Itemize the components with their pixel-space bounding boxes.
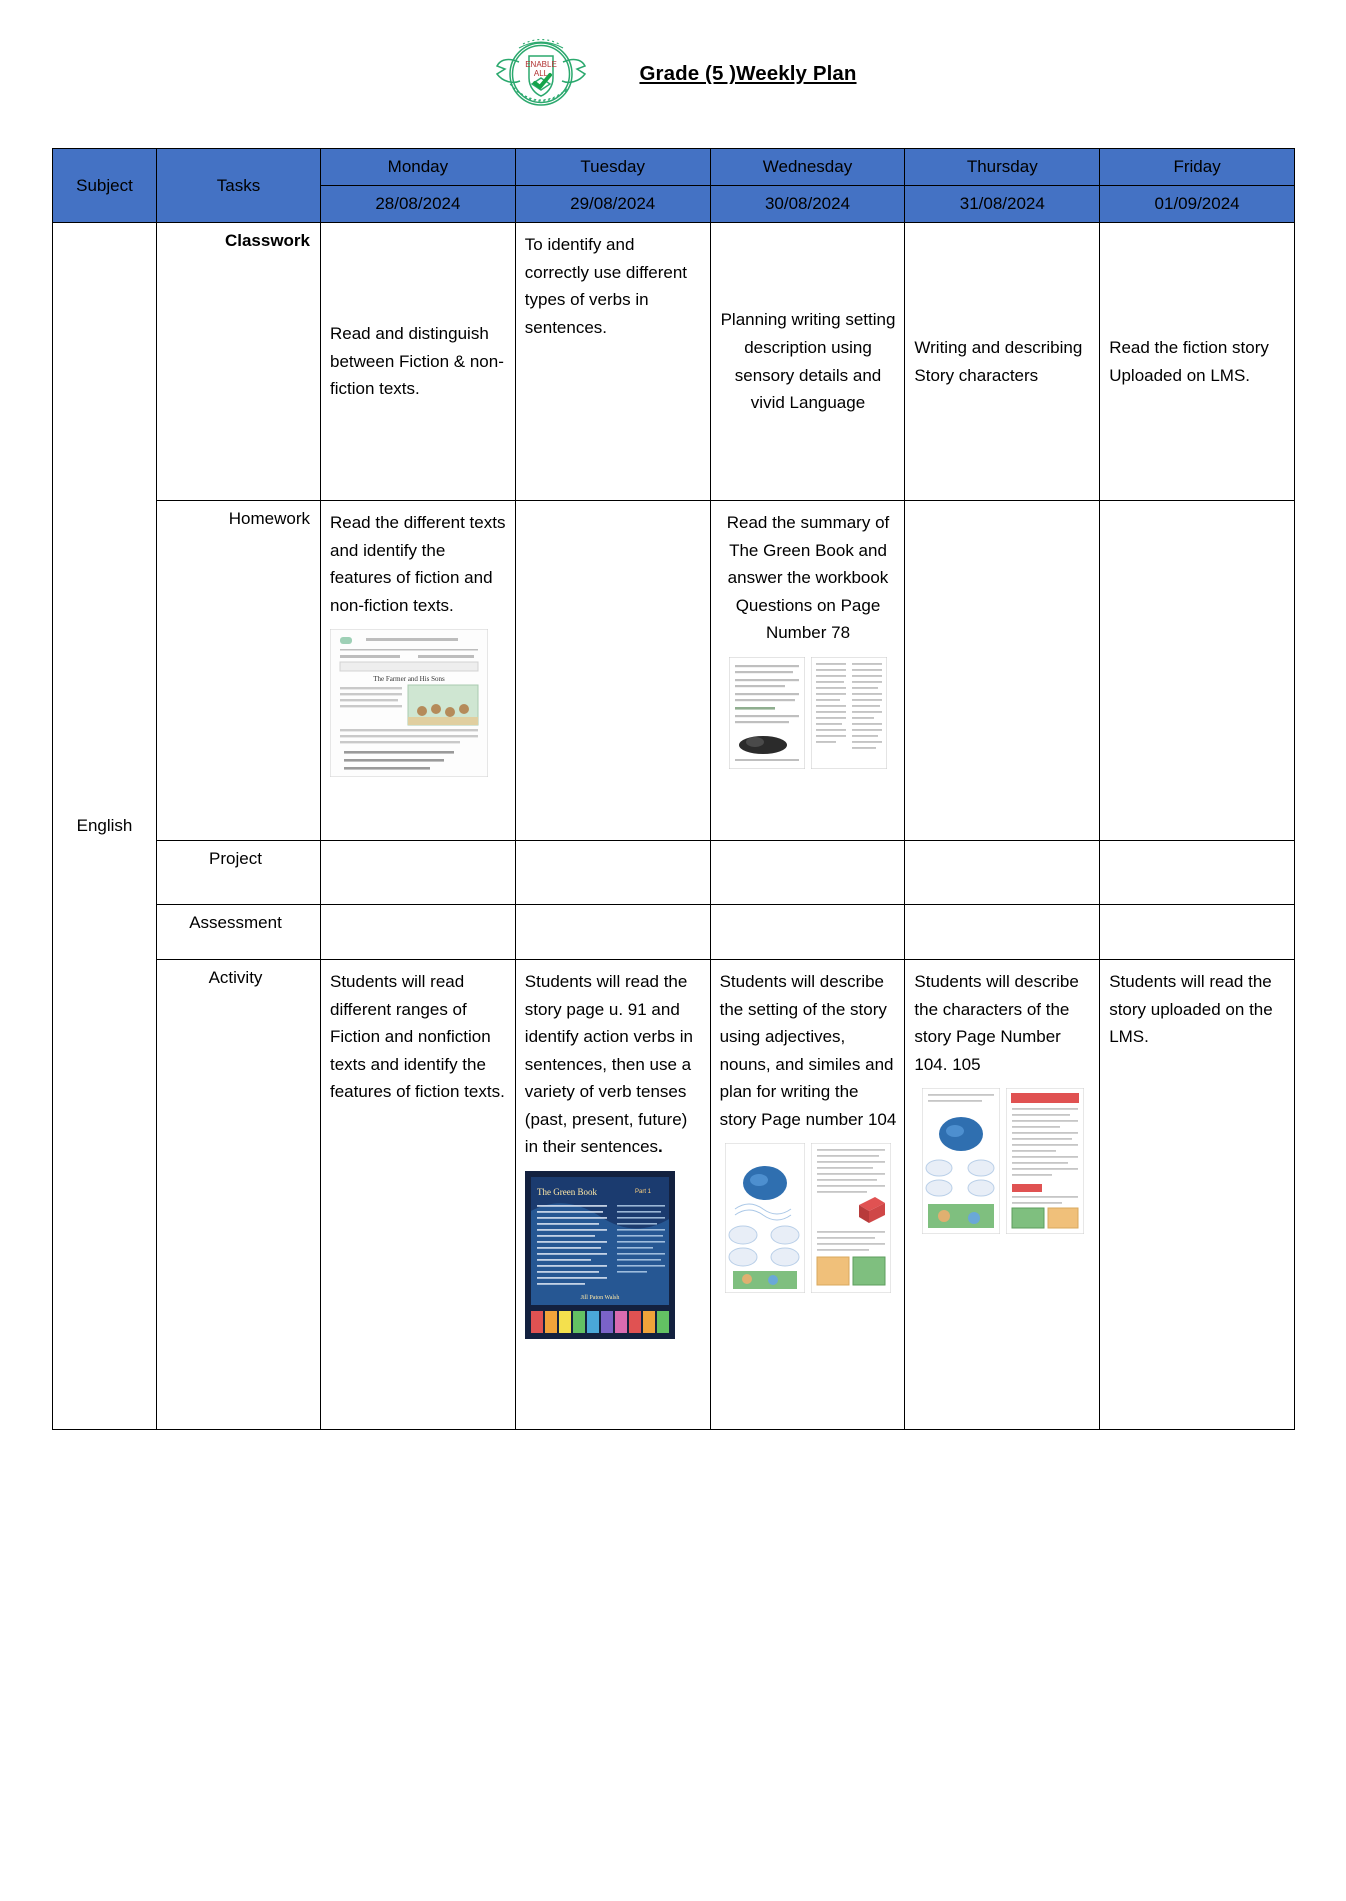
school-crest-logo bbox=[489, 26, 593, 122]
page-title: Grade (5 )Weekly Plan bbox=[639, 62, 857, 85]
cell-assessment-monday bbox=[321, 905, 516, 960]
svg-text:Jill Paton Walsh: Jill Paton Walsh bbox=[580, 1294, 620, 1301]
cell-homework-thursday bbox=[905, 501, 1100, 841]
header-day-thursday: Thursday bbox=[905, 149, 1100, 186]
cell-classwork-friday: Read the fiction story Uploaded on LMS. bbox=[1100, 223, 1295, 501]
cell-activity-tuesday bbox=[515, 960, 710, 1430]
cell-activity-tuesday-period: . bbox=[658, 1137, 663, 1157]
cell-project-friday bbox=[1100, 841, 1295, 905]
svg-text:The Green Book: The Green Book bbox=[536, 1186, 597, 1197]
table-header-row-days bbox=[53, 149, 1295, 186]
cell-homework-monday bbox=[321, 501, 516, 841]
cell-assessment-wednesday bbox=[710, 905, 905, 960]
table-row-activity bbox=[53, 960, 1295, 1430]
header-date-thursday: 31/08/2024 bbox=[905, 186, 1100, 223]
table-row-homework bbox=[53, 501, 1295, 841]
cell-activity-friday: Students will read the story uploaded on the LMS. bbox=[1100, 960, 1295, 1430]
textbook-pages-104-105-thumbnail-image bbox=[914, 1088, 1091, 1234]
header-date-wednesday: 30/08/2024 bbox=[710, 186, 905, 223]
header-date-friday: 01/09/2024 bbox=[1100, 186, 1295, 223]
cell-project-thursday bbox=[905, 841, 1100, 905]
weekly-plan-table bbox=[52, 148, 1295, 1430]
header-subject: Subject bbox=[53, 149, 157, 223]
cell-homework-tuesday bbox=[515, 501, 710, 841]
table-row-classwork bbox=[53, 223, 1295, 501]
cell-assessment-tuesday bbox=[515, 905, 710, 960]
cell-activity-thursday-text: Students will describe the characters of the story Page Number 104. 105 bbox=[914, 972, 1079, 1074]
header-date-tuesday: 29/08/2024 bbox=[515, 186, 710, 223]
svg-text:ENABLE: ENABLE bbox=[525, 60, 558, 69]
header-day-wednesday: Wednesday bbox=[710, 149, 905, 186]
worksheet-thumbnail-image bbox=[330, 629, 507, 777]
svg-text:Part 1: Part 1 bbox=[634, 1188, 651, 1195]
header-tasks: Tasks bbox=[157, 149, 321, 223]
cell-assessment-friday bbox=[1100, 905, 1295, 960]
subject-english: English bbox=[53, 223, 157, 1430]
task-label-assessment: Assessment bbox=[157, 905, 321, 960]
cell-classwork-thursday: Writing and describing Story characters bbox=[905, 223, 1100, 501]
table-row-project bbox=[53, 841, 1295, 905]
task-label-classwork: Classwork bbox=[157, 223, 321, 501]
workbook-page-thumbnail-image bbox=[720, 657, 897, 769]
document-header bbox=[0, 0, 1346, 148]
cell-homework-wednesday bbox=[710, 501, 905, 841]
cell-activity-tuesday-body: Students will read the story page u. 91 and identify action verbs in sentences, then use a variety of verb tenses (past, present, future) in their sentences bbox=[524, 972, 693, 1157]
storybook-page-thumbnail-image bbox=[525, 1171, 702, 1339]
cell-homework-friday bbox=[1100, 501, 1295, 841]
cell-homework-monday-text: Read the different texts and identify the features of fiction and non-fiction texts. bbox=[330, 513, 506, 615]
svg-text:ALL: ALL bbox=[534, 69, 549, 78]
textbook-pages-thumbnail-image bbox=[720, 1143, 897, 1293]
cell-classwork-wednesday: Planning writing setting description using sensory details and vivid Language bbox=[710, 223, 905, 501]
header-day-tuesday: Tuesday bbox=[515, 149, 710, 186]
header-day-friday: Friday bbox=[1100, 149, 1295, 186]
cell-activity-wednesday-text: Students will describe the setting of the story using adjectives, nouns, and similes and plan for writing the story Page number 104 bbox=[719, 972, 897, 1129]
cell-classwork-tuesday: To identify and correctly use different types of verbs in sentences. bbox=[515, 223, 710, 501]
cell-project-tuesday bbox=[515, 841, 710, 905]
cell-activity-thursday bbox=[905, 960, 1100, 1430]
task-label-activity: Activity bbox=[157, 960, 321, 1430]
cell-homework-wednesday-text: Read the summary of The Green Book and answer the workbook Questions on Page Number 78 bbox=[726, 513, 890, 643]
cell-activity-monday: Students will read different ranges of Fiction and nonfiction texts and identify the features of fiction texts. bbox=[321, 960, 516, 1430]
cell-classwork-monday: Read and distinguish between Fiction & non-fiction texts. bbox=[321, 223, 516, 501]
cell-assessment-thursday bbox=[905, 905, 1100, 960]
task-label-project: Project bbox=[157, 841, 321, 905]
header-date-monday: 28/08/2024 bbox=[321, 186, 516, 223]
table-row-assessment bbox=[53, 905, 1295, 960]
cell-activity-tuesday-text bbox=[525, 968, 702, 1161]
cell-project-monday bbox=[321, 841, 516, 905]
header-day-monday: Monday bbox=[321, 149, 516, 186]
task-label-homework: Homework bbox=[157, 501, 321, 841]
cell-activity-wednesday bbox=[710, 960, 905, 1430]
svg-text:The Farmer and His Sons: The Farmer and His Sons bbox=[373, 675, 445, 684]
cell-project-wednesday bbox=[710, 841, 905, 905]
